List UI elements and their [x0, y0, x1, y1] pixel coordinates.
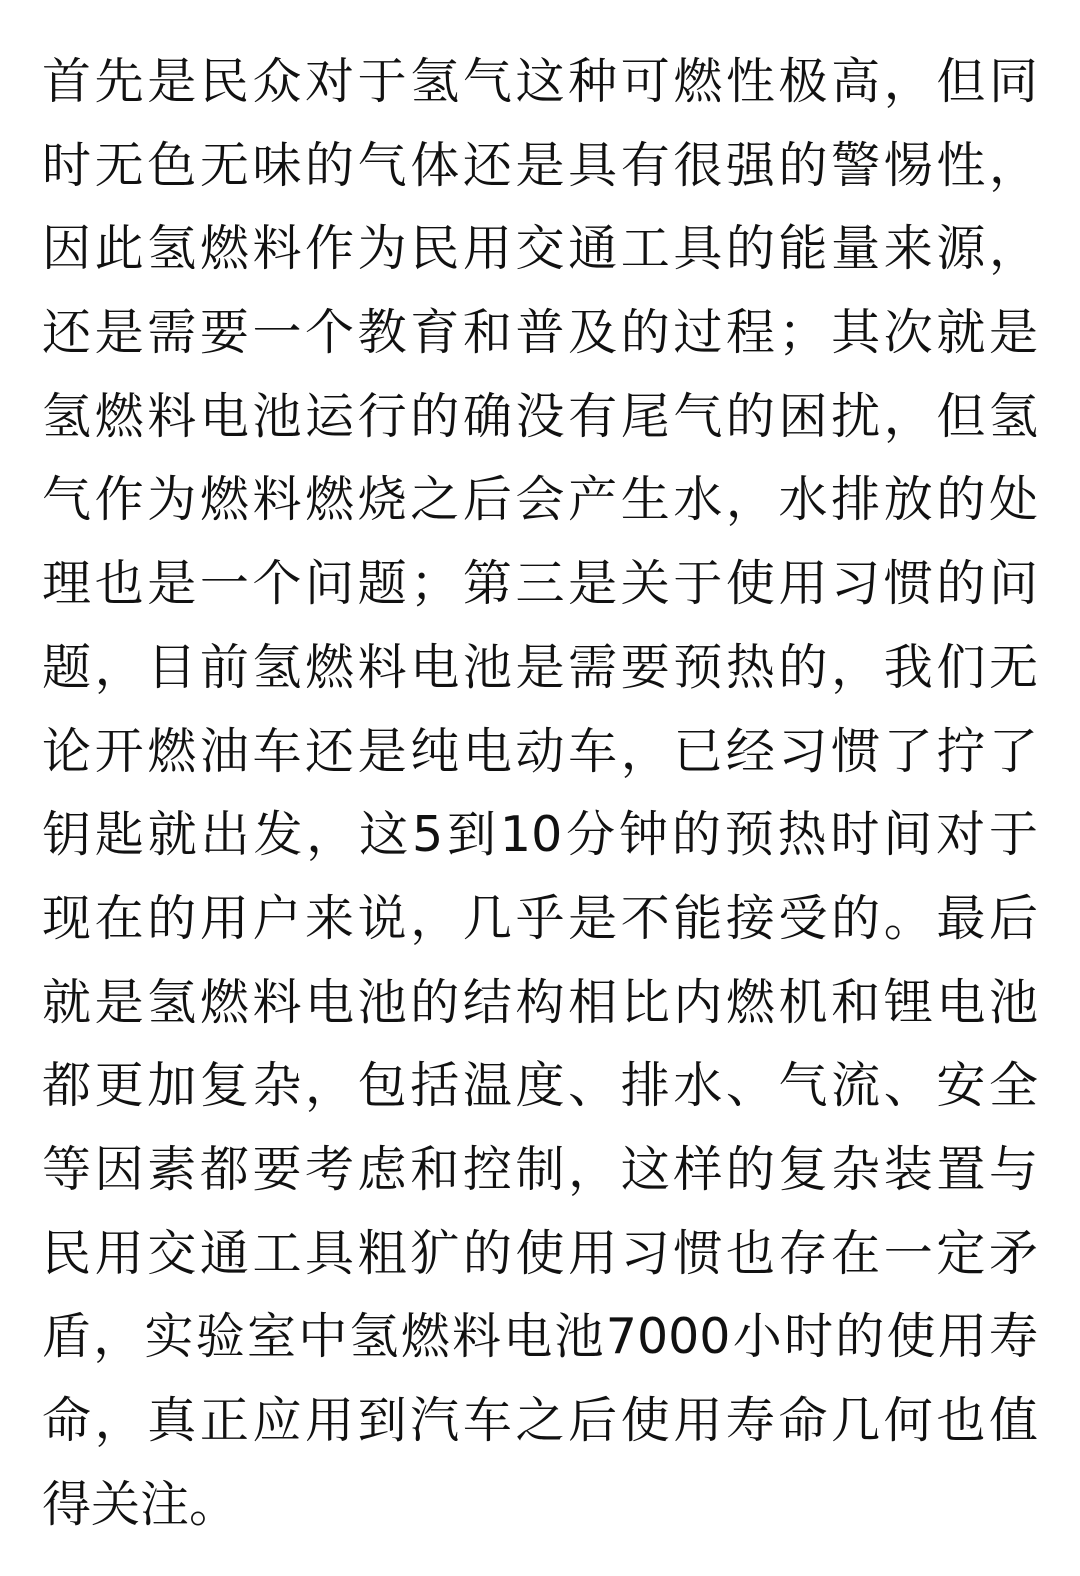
body-paragraph: [42, 40, 1038, 1546]
text-line: 氢燃料电池运行的确没有尾气的困扰，但氢: [42, 387, 1038, 445]
text-line: 因此氢燃料作为民用交通工具的能量来源，: [42, 220, 1038, 278]
text-line: 命，真正应用到汽车之后使用寿命几何也值: [42, 1392, 1038, 1449]
text-line: 等因素都要考虑和控制，这样的复杂装置与: [42, 1140, 1038, 1198]
text-line: 就是氢燃料电池的结构相比内燃机和锂电池: [42, 973, 1038, 1031]
text-line: 还是需要一个教育和普及的过程；其次就是: [42, 304, 1038, 362]
text-line: 题，目前氢燃料电池是需要预热的，我们无: [42, 638, 1038, 696]
text-line: 钥匙就出发，这5到10分钟的预热时间对于: [42, 806, 1038, 864]
text-line: 气作为燃料燃烧之后会产生水，水排放的处: [42, 471, 1038, 529]
text-line: 论开燃油车还是纯电动车，已经习惯了拧了: [42, 722, 1038, 780]
text-line: 都更加复杂，包括温度、排水、气流、安全: [42, 1057, 1038, 1115]
text-line: 理也是一个问题；第三是关于使用习惯的问: [42, 555, 1038, 613]
text-line: 民用交通工具粗犷的使用习惯也存在一定矛: [42, 1224, 1038, 1282]
text-line: 得关注。: [42, 1475, 239, 1533]
text-line: 盾，实验室中氢燃料电池7000小时的使用寿: [42, 1308, 1038, 1366]
text-line: 时无色无味的气体还是具有很强的警惕性，: [42, 136, 1038, 194]
text-line: 首先是民众对于氢气这种可燃性极高，但同: [42, 53, 1038, 110]
text-line: 现在的用户来说，几乎是不能接受的。最后: [42, 889, 1038, 947]
